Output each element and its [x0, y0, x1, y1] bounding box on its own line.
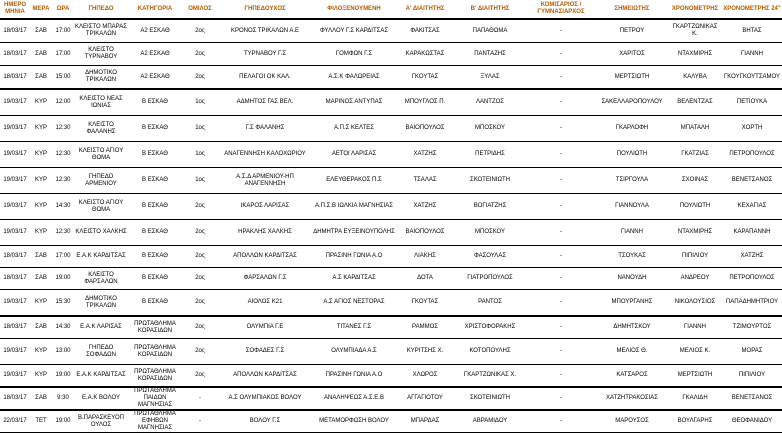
cell-away: Α.Σ ΚΑΡΔΙΤΣΑΣ	[312, 268, 396, 290]
cell-date: 18/03/17	[0, 43, 30, 66]
cell-away: ΤΙΤΑΝΕΣ Γ.Σ	[312, 316, 396, 339]
table-row	[0, 220, 782, 246]
cell-shotclock: ΠΕΤΡΟΠΟΥΛΟΣ	[722, 268, 782, 290]
cell-referee-a: ΡΑΜΜΟΣ	[396, 316, 454, 339]
cell-time: 12:00	[52, 89, 74, 116]
header-shotclock: ΧΡΟΝΟΜΕΤΡΗΣ 24"	[722, 0, 782, 19]
cell-scorer: ΣΑΚΕΛΛΑΡΟΠΟΥΛΟΥ	[596, 89, 668, 116]
cell-day: ΚΥΡ	[30, 142, 52, 168]
cell-day: ΚΥΡ	[30, 365, 52, 388]
cell-day: ΣΑΒ	[30, 268, 52, 290]
cell-day: ΚΥΡ	[30, 89, 52, 116]
cell-venue: ΔΗΜΟΤΙΚΟ ΤΡΙΚΑΛΩΝ	[74, 66, 128, 90]
table-row	[0, 290, 782, 317]
cell-category: ΠΡΩΤΑΘΛΗΜΑ ΚΟΡΑΣΙΔΩΝ	[128, 339, 182, 365]
cell-commissioner: -	[526, 290, 596, 317]
cell-time: 12:30	[52, 116, 74, 142]
cell-shotclock: ΜΟΡΑΣ	[722, 339, 782, 365]
cell-shotclock: ΒΗΤΑΣ	[722, 19, 782, 43]
cell-referee-a: ΤΣΑΛΑΣ	[396, 168, 454, 194]
cell-group: -	[182, 410, 218, 433]
cell-home: Α.Σ ΟΛΥΜΠΙΑΚΟΣ ΒΟΛΟΥ	[218, 387, 312, 410]
table-row	[0, 194, 782, 220]
cell-home: ΚΡΟΝΟΣ ΤΡΙΚΑΛΩΝ Α.Ε	[218, 19, 312, 43]
cell-home: ΟΛΥΜΠΙΑ Γ.Ε	[218, 316, 312, 339]
table-row	[0, 387, 782, 410]
cell-date: 22/03/17	[0, 410, 30, 433]
cell-home: ΤΥΡΝΑΒΟΥ Γ.Σ	[218, 43, 312, 66]
cell-away: Α.Π.Σ ΚΕΛΤΕΣ	[312, 116, 396, 142]
table-row	[0, 365, 782, 388]
header-category: ΚΑΤΗΓΟΡΙΑ	[128, 0, 182, 19]
cell-timekeeper: ΝΤΑΧΜΙΡΗΣ	[668, 43, 722, 66]
cell-time: 17:00	[52, 19, 74, 43]
cell-shotclock: ΠΑΠΑΔΗΜΗΤΡΙΟΥ	[722, 290, 782, 317]
cell-day: ΣΑΒ	[30, 43, 52, 66]
cell-timekeeper: ΣΧΟΙΝΑΣ	[668, 168, 722, 194]
cell-shotclock: ΧΑΤΖΗΣ	[722, 246, 782, 268]
cell-day: ΣΑΒ	[30, 66, 52, 90]
cell-shotclock: ΤΖΙΜΟΥΡΤΟΣ	[722, 316, 782, 339]
table-row	[0, 89, 782, 116]
header-date: ΗΜΕΡΟ ΜΗΝΙΑ	[0, 0, 30, 19]
cell-referee-a: ΓΚΟΥΤΑΣ	[396, 290, 454, 317]
cell-time: 14:30	[52, 316, 74, 339]
header-timekeeper: ΧΡΟΝΟΜΕΤΡΗΣ	[668, 0, 722, 19]
cell-group: 1ος	[182, 89, 218, 116]
cell-group: 2ος	[182, 246, 218, 268]
cell-venue: ΓΗΠΕΔΟ ΣΟΦΑΔΩΝ	[74, 339, 128, 365]
cell-away: Α.Σ.Κ ΦΑΛΩΡΕΙΑΣ	[312, 66, 396, 90]
cell-category: Α2 ΕΣΚΑΘ	[128, 19, 182, 43]
cell-venue: ΚΛΕΙΣΤΟ ΤΥΡΝΑΒΟΥ	[74, 43, 128, 66]
cell-timekeeper: ΠΟΥΛΙΩΤΗ	[668, 194, 722, 220]
cell-date: 19/03/17	[0, 142, 30, 168]
cell-home: Γ.Σ ΦΑΛΑΝΗΣ	[218, 116, 312, 142]
header-commissioner: ΚΟΜΙΣΑΡΙΟΣ / ΓΥΜΝΑΣΙΑΡΧΟΣ	[526, 0, 596, 19]
cell-referee-b: ΠΕΤΡΙΔΗΣ	[454, 142, 526, 168]
cell-date: 19/03/17	[0, 365, 30, 388]
table-row	[0, 246, 782, 268]
cell-home: ΑΠΟΛΛΩΝ ΚΑΡΔΙΤΣΑΣ	[218, 365, 312, 388]
cell-referee-b: ΜΠΟΣΚΟΥ	[454, 116, 526, 142]
cell-time: 19:00	[52, 365, 74, 388]
header-group: ΟΜΙΛΟΣ	[182, 0, 218, 19]
cell-away: ΕΛΕΥΘΕΡΑΚΟΣ Π.Σ	[312, 168, 396, 194]
cell-category: ΠΡΩΤΑΘΛΗΜΑ ΠΑΙΔΩΝ ΜΑΓΝΗΣΙΑΣ	[128, 387, 182, 410]
cell-shotclock: ΚΑΡΑΠΑΝΝΗ	[722, 220, 782, 246]
cell-time: 13:00	[52, 339, 74, 365]
cell-scorer: ΓΙΑΝΝΟΥΛΑ	[596, 194, 668, 220]
cell-shotclock: ΒΕΝΕΤΣΑΝΟΣ	[722, 168, 782, 194]
cell-group: 2ος	[182, 339, 218, 365]
cell-commissioner: -	[526, 116, 596, 142]
cell-shotclock: ΘΕΟΦΑΝΙΔΟΥ	[722, 410, 782, 433]
cell-time: 15:30	[52, 290, 74, 317]
cell-referee-a: ΛΙΑΚΗΣ	[396, 246, 454, 268]
table-row	[0, 116, 782, 142]
cell-timekeeper: ΓΙΑΝΝΗ	[668, 316, 722, 339]
cell-shotclock: ΚΕΧΑΓΙΑΣ	[722, 194, 782, 220]
cell-referee-b: ΠΑΝΤΑΖΗΣ	[454, 43, 526, 66]
cell-referee-a: ΜΠΟΥΓΛΟΣ Π.	[396, 89, 454, 116]
cell-referee-b: ΓΙΑΤΡΟΠΟΥΛΟΣ	[454, 268, 526, 290]
cell-home: ΙΚΑΡΟΣ ΛΑΡΙΣΑΣ	[218, 194, 312, 220]
cell-venue: ΚΛΕΙΣΤΟ ΦΑΡΣΑΛΩΝ	[74, 268, 128, 290]
cell-group: 2ος	[182, 365, 218, 388]
cell-away: Α.Π.Σ.Β ΙΩΛΚΙΑ ΜΑΓΝΗΣΙΑΣ	[312, 194, 396, 220]
cell-category: Β ΕΣΚΑΘ	[128, 168, 182, 194]
cell-referee-b: ΜΠΟΣΚΟΥ	[454, 220, 526, 246]
cell-commissioner: -	[526, 246, 596, 268]
header-away: ΦΙΛΟΞΕΝΟΥΜΕΝΗ	[312, 0, 396, 19]
cell-home: ΗΡΑΚΛΗΣ ΧΑΛΚΗΣ	[218, 220, 312, 246]
cell-referee-b: ΠΑΠΑΘΩΜΑ	[454, 19, 526, 43]
cell-group: 2ος	[182, 316, 218, 339]
cell-group: 2ος	[182, 43, 218, 66]
cell-timekeeper: ΜΕΛΙΟΣ Κ.	[668, 339, 722, 365]
table-row	[0, 43, 782, 66]
cell-commissioner: -	[526, 168, 596, 194]
cell-commissioner: -	[526, 194, 596, 220]
cell-referee-b: ΚΟΤΟΠΟΥΛΗΣ	[454, 339, 526, 365]
cell-venue: ΚΛΕΙΣΤΟ ΦΑΛΑΝΗΣ	[74, 116, 128, 142]
cell-home: ΑΙΟΛΟΣ Κ21	[218, 290, 312, 317]
cell-category: Β ΕΣΚΑΘ	[128, 142, 182, 168]
cell-referee-a: ΒΑΙΟΠΟΥΛΟΣ	[396, 116, 454, 142]
cell-date: 19/03/17	[0, 194, 30, 220]
cell-timekeeper: ΒΕΛΕΝΤΖΑΣ	[668, 89, 722, 116]
header-referee-b: Β' ΔΙΑΙΤΗΤΗΣ	[454, 0, 526, 19]
cell-time: 12:30	[52, 142, 74, 168]
cell-day: ΚΥΡ	[30, 220, 52, 246]
cell-scorer: ΓΙΑΝΝΗ	[596, 220, 668, 246]
cell-date: 18/03/17	[0, 19, 30, 43]
header-referee-a: Α' ΔΙΑΙΤΗΤΗΣ	[396, 0, 454, 19]
cell-date: 19/03/17	[0, 290, 30, 317]
cell-group: -	[182, 387, 218, 410]
cell-time: 17:00	[52, 43, 74, 66]
cell-category: ΠΡΩΤΑΘΛΗΜΑ ΚΟΡΑΣΙΔΩΝ	[128, 365, 182, 388]
cell-away: Α.Σ ΑΓΙΟΣ ΝΕΣΤΟΡΑΣ	[312, 290, 396, 317]
cell-date: 19/03/17	[0, 220, 30, 246]
cell-time: 14:30	[52, 194, 74, 220]
cell-referee-b: ΦΑΣΟΥΛΑΣ	[454, 246, 526, 268]
cell-category: ΠΡΩΤΑΘΛΗΜΑ ΚΟΡΑΣΙΔΩΝ	[128, 316, 182, 339]
cell-away: ΠΡΑΣΙΝΗ ΓΩΝΙΑ Α.Ο	[312, 246, 396, 268]
cell-away: ΑΝΑΛΗΨΕΩΣ Α.Σ.Ε.Β	[312, 387, 396, 410]
cell-referee-a: ΔΟΤΑ	[396, 268, 454, 290]
cell-group: 2ος	[182, 220, 218, 246]
cell-commissioner: -	[526, 142, 596, 168]
cell-commissioner: -	[526, 66, 596, 90]
cell-home: ΒΟΛΟΥ Γ.Σ	[218, 410, 312, 433]
cell-day: ΣΑΒ	[30, 316, 52, 339]
cell-shotclock: ΠΙΠΙΛΙΟΥ	[722, 365, 782, 388]
cell-category: Α2 ΕΣΚΑΘ	[128, 66, 182, 90]
table-row	[0, 316, 782, 339]
cell-referee-b: ΒΟΓΙΑΤΖΗΣ	[454, 194, 526, 220]
cell-away: ΟΛΥΜΠΙΑΔΑ Α.Σ	[312, 339, 396, 365]
cell-referee-a: ΒΑΙΟΠΟΥΛΟΣ	[396, 220, 454, 246]
cell-day: ΤΕΤ	[30, 410, 52, 433]
cell-referee-b: ΓΚΑΡΤΖΩΝΙΚΑΣ Χ.	[454, 365, 526, 388]
cell-day: ΚΥΡ	[30, 116, 52, 142]
cell-venue: Β.ΠΑΡΑΣΚΕΥΟΠ ΟΥΛΟΣ	[74, 410, 128, 433]
cell-scorer: ΝΑΝΟΥΔΗ	[596, 268, 668, 290]
cell-day: ΚΥΡ	[30, 290, 52, 317]
cell-scorer: ΓΚΑΡΛΟΦΗ	[596, 116, 668, 142]
cell-venue: Ε.Α.Κ ΛΑΡΙΣΑΣ	[74, 316, 128, 339]
cell-venue: ΚΛΕΙΣΤΟ ΑΓΙΟΥ ΘΩΜΑ	[74, 142, 128, 168]
table-row	[0, 410, 782, 433]
cell-time: 12:30	[52, 220, 74, 246]
cell-home: ΑΝΑΓΕΝΝΗΣΗ ΚΑΛΟΧΩΡΙΟΥ	[218, 142, 312, 168]
cell-referee-b: ΛΑΝΤΖΟΣ	[454, 89, 526, 116]
cell-date: 19/03/17	[0, 89, 30, 116]
cell-group: 1ος	[182, 168, 218, 194]
cell-time: 19:00	[52, 410, 74, 433]
table-row	[0, 66, 782, 90]
cell-timekeeper: ΒΟΥΛΓΑΡΗΣ	[668, 410, 722, 433]
table-row	[0, 142, 782, 168]
cell-timekeeper: ΜΠΑΤΑΛΗ	[668, 116, 722, 142]
cell-referee-a: ΧΛΩΡΟΣ	[396, 365, 454, 388]
cell-shotclock: ΠΕΤΙΟΥΚΑ	[722, 89, 782, 116]
cell-referee-b: ΑΒΡΑΜΙΔΟΥ	[454, 410, 526, 433]
cell-day: ΚΥΡ	[30, 168, 52, 194]
cell-venue: ΚΛΕΙΣΤΟ ΧΑΛΚΗΣ	[74, 220, 128, 246]
cell-home: ΣΟΦΑΔΕΣ Γ.Σ	[218, 339, 312, 365]
cell-commissioner: -	[526, 339, 596, 365]
cell-day: ΣΑΒ	[30, 246, 52, 268]
cell-away: ΜΕΤΑΜΟΡΦΩΣΗ ΒΟΛΟΥ	[312, 410, 396, 433]
cell-commissioner: -	[526, 410, 596, 433]
cell-commissioner: -	[526, 89, 596, 116]
cell-scorer: ΤΣΙΡΓΟΥΛΑ	[596, 168, 668, 194]
cell-referee-a: ΧΑΤΖΗΣ	[396, 194, 454, 220]
cell-date: 18/03/17	[0, 316, 30, 339]
cell-referee-b: ΣΚΟΤΕΙΝΙΩΤΗ	[454, 387, 526, 410]
cell-home: ΑΔΜΗΤΟΣ ΓΑΣ ΒΕΛ.	[218, 89, 312, 116]
cell-scorer: ΜΑΡΟΥΣΟΣ	[596, 410, 668, 433]
cell-date: 19/03/17	[0, 339, 30, 365]
cell-category: Β ΕΣΚΑΘ	[128, 194, 182, 220]
cell-commissioner: -	[526, 268, 596, 290]
cell-scorer: ΔΗΜΗΤΣΚΟΥ	[596, 316, 668, 339]
cell-away: ΠΡΑΣΙΝΗ ΓΩΝΙΑ Α.Ο	[312, 365, 396, 388]
cell-venue: Ε.Α.Κ ΚΑΡΔΙΤΣΑΣ	[74, 246, 128, 268]
cell-scorer: ΜΠΟΥΡΓΑΝΗΣ	[596, 290, 668, 317]
cell-venue: Ε.Α.Κ ΚΑΡΔΙΤΣΑΣ	[74, 365, 128, 388]
cell-category: Β ΕΣΚΑΘ	[128, 246, 182, 268]
cell-home: ΦΑΡΣΑΛΩΝ Γ.Σ	[218, 268, 312, 290]
cell-referee-a: ΦΑΚΙΤΣΑΣ	[396, 19, 454, 43]
cell-timekeeper: ΓΚΑΤΖΙΑΣ	[668, 142, 722, 168]
cell-referee-a: ΚΥΡΙΤΣΗΣ Χ.	[396, 339, 454, 365]
cell-scorer: ΚΑΤΣΑΡΟΣ	[596, 365, 668, 388]
cell-referee-a: ΚΑΡΑΚΩΣΤΑΣ	[396, 43, 454, 66]
cell-scorer: ΠΕΤΡΟΥ	[596, 19, 668, 43]
table-row	[0, 19, 782, 43]
cell-group: 1ος	[182, 116, 218, 142]
cell-scorer: ΧΑΡΙΤΟΣ	[596, 43, 668, 66]
cell-referee-a: ΑΓΓΑΓΙΟΤΟΥ	[396, 387, 454, 410]
cell-venue: ΚΛΕΙΣΤΟ ΜΠΑΡΑΣ ΤΡΙΚΑΛΩΝ	[74, 19, 128, 43]
cell-day: ΚΥΡ	[30, 194, 52, 220]
cell-venue: ΚΛΕΙΣΤΟ ΝΕΑΣ ΙΩΝΙΑΣ	[74, 89, 128, 116]
cell-category: Β ΕΣΚΑΘ	[128, 220, 182, 246]
cell-shotclock: ΓΙΑΝΝΗ	[722, 43, 782, 66]
cell-home: ΑΠΟΛΛΩΝ ΚΑΡΔΙΤΣΑΣ	[218, 246, 312, 268]
cell-category: Β ΕΣΚΑΘ	[128, 290, 182, 317]
cell-commissioner: -	[526, 365, 596, 388]
cell-scorer: ΤΣΟΥΚΑΣ	[596, 246, 668, 268]
cell-time: 9:30	[52, 387, 74, 410]
cell-commissioner: -	[526, 316, 596, 339]
table-row	[0, 268, 782, 290]
cell-date: 18/03/17	[0, 387, 30, 410]
cell-venue: ΔΗΜΟΤΙΚΟ ΤΡΙΚΑΛΩΝ	[74, 290, 128, 317]
cell-date: 18/03/17	[0, 268, 30, 290]
header-time: ΩΡΑ	[52, 0, 74, 19]
cell-referee-b: ΣΚΟΤΕΙΝΙΩΤΗ	[454, 168, 526, 194]
cell-shotclock: ΒΕΝΕΤΣΑΝΟΣ	[722, 387, 782, 410]
cell-timekeeper: ΓΚΑΛΙΔΗ	[668, 387, 722, 410]
cell-timekeeper: ΜΕΡΤΣΙΩΤΗ	[668, 365, 722, 388]
cell-away: ΦΥΛΛΟΥ Γ.Σ ΚΑΡΔΙΤΣΑΣ	[312, 19, 396, 43]
cell-venue: ΓΗΠΕΔΟ ΑΡΜΕΝΙΟΥ	[74, 168, 128, 194]
cell-shotclock: ΧΟΡΤΗ	[722, 116, 782, 142]
cell-venue: Ε.Α.Κ ΒΟΛΟΥ	[74, 387, 128, 410]
cell-shotclock: ΓΚΟΥΓΚΟΥΤΣΑΜΟΥ	[722, 66, 782, 90]
header-day: ΜΕΡΑ	[30, 0, 52, 19]
cell-category: ΠΡΩΤΑΘΛΗΜΑ ΕΦΗΒΩΝ ΜΑΓΝΗΣΙΑΣ	[128, 410, 182, 433]
cell-timekeeper: ΝΤΑΧΜΙΡΗΣ	[668, 220, 722, 246]
cell-timekeeper: ΑΝΔΡΕΟΥ	[668, 268, 722, 290]
cell-category: Α2 ΕΣΚΑΘ	[128, 43, 182, 66]
cell-time: 15:00	[52, 66, 74, 90]
cell-home: Α.Σ.Δ ΑΡΜΕΝΙΟΥ-ΗΠ ΑΝΑΓΕΝΝΗΣΗ	[218, 168, 312, 194]
cell-category: Β ΕΣΚΑΘ	[128, 116, 182, 142]
header-row	[0, 0, 782, 19]
cell-away: ΜΑΡΙΝΟΣ ΑΝΤΥΠΑΣ	[312, 89, 396, 116]
cell-referee-b: ΧΡΙΣΤΟΦΟΡΑΚΗΣ	[454, 316, 526, 339]
cell-group: 2ος	[182, 290, 218, 317]
cell-commissioner: -	[526, 43, 596, 66]
cell-date: 19/03/17	[0, 116, 30, 142]
cell-day: ΣΑΒ	[30, 387, 52, 410]
cell-timekeeper: ΠΙΠΙΛΙΟΥ	[668, 246, 722, 268]
cell-category: Β ΕΣΚΑΘ	[128, 268, 182, 290]
cell-timekeeper: ΝΙΚΟΛΟΥΣΙΟΣ	[668, 290, 722, 317]
cell-timekeeper: ΚΑΛΥΒΑ	[668, 66, 722, 90]
cell-away: ΓΟΜΦΩΝ Γ.Σ	[312, 43, 396, 66]
cell-referee-b: ΞΥΛΑΣ	[454, 66, 526, 90]
cell-day: ΚΥΡ	[30, 339, 52, 365]
cell-referee-a: ΜΠΑΡΔΑΣ	[396, 410, 454, 433]
cell-scorer: ΠΟΥΛΙΩΤΗ	[596, 142, 668, 168]
cell-commissioner: -	[526, 220, 596, 246]
cell-date: 18/03/17	[0, 246, 30, 268]
cell-away: ΔΗΜΗΤΡΑ ΕΥΞΕΙΝΟΥΠΟΛΗΣ	[312, 220, 396, 246]
cell-commissioner: -	[526, 19, 596, 43]
cell-scorer: ΜΕΛΙΟΣ Θ.	[596, 339, 668, 365]
cell-time: 19:00	[52, 268, 74, 290]
header-venue: ΓΗΠΕΔΟ	[74, 0, 128, 19]
header-home: ΓΗΠΕΔΟΥΧΟΣ	[218, 0, 312, 19]
cell-scorer: ΧΑΤΖΗΤΡΑΚΟΣΙΑΣ	[596, 387, 668, 410]
cell-group: 2ος	[182, 19, 218, 43]
cell-day: ΣΑΒ	[30, 19, 52, 43]
cell-referee-a: ΧΑΤΖΗΣ	[396, 142, 454, 168]
cell-shotclock: ΠΕΤΡΟΠΟΥΛΟΣ	[722, 142, 782, 168]
cell-timekeeper: ΓΚΑΡΤΖΩΝΙΚΑΣ Κ.	[668, 19, 722, 43]
cell-group: 1ος	[182, 142, 218, 168]
table-row	[0, 168, 782, 194]
cell-commissioner: -	[526, 387, 596, 410]
header-scorer: ΣΗΜΕΙΩΤΗΣ	[596, 0, 668, 19]
cell-time: 17:00	[52, 246, 74, 268]
cell-away: ΑΕΤΟΙ ΛΑΡΙΣΑΣ	[312, 142, 396, 168]
cell-group: 2ος	[182, 268, 218, 290]
cell-date: 18/03/17	[0, 66, 30, 90]
cell-referee-a: ΓΚΟΥΤΑΣ	[396, 66, 454, 90]
cell-time: 12:30	[52, 168, 74, 194]
cell-group: 2ος	[182, 66, 218, 90]
cell-date: 19/03/17	[0, 168, 30, 194]
cell-venue: ΚΛΕΙΣΤΟ ΑΓΙΟΥ ΘΩΜΑ	[74, 194, 128, 220]
table-row	[0, 339, 782, 365]
cell-home: ΠΕΛΑΓΟΙ ΟΚ ΚΑΛ.	[218, 66, 312, 90]
cell-category: Β ΕΣΚΑΘ	[128, 89, 182, 116]
cell-group: 2ος	[182, 194, 218, 220]
cell-referee-b: ΡΑΝΤΟΣ	[454, 290, 526, 317]
cell-scorer: ΜΕΡΤΣΙΩΤΗ	[596, 66, 668, 90]
